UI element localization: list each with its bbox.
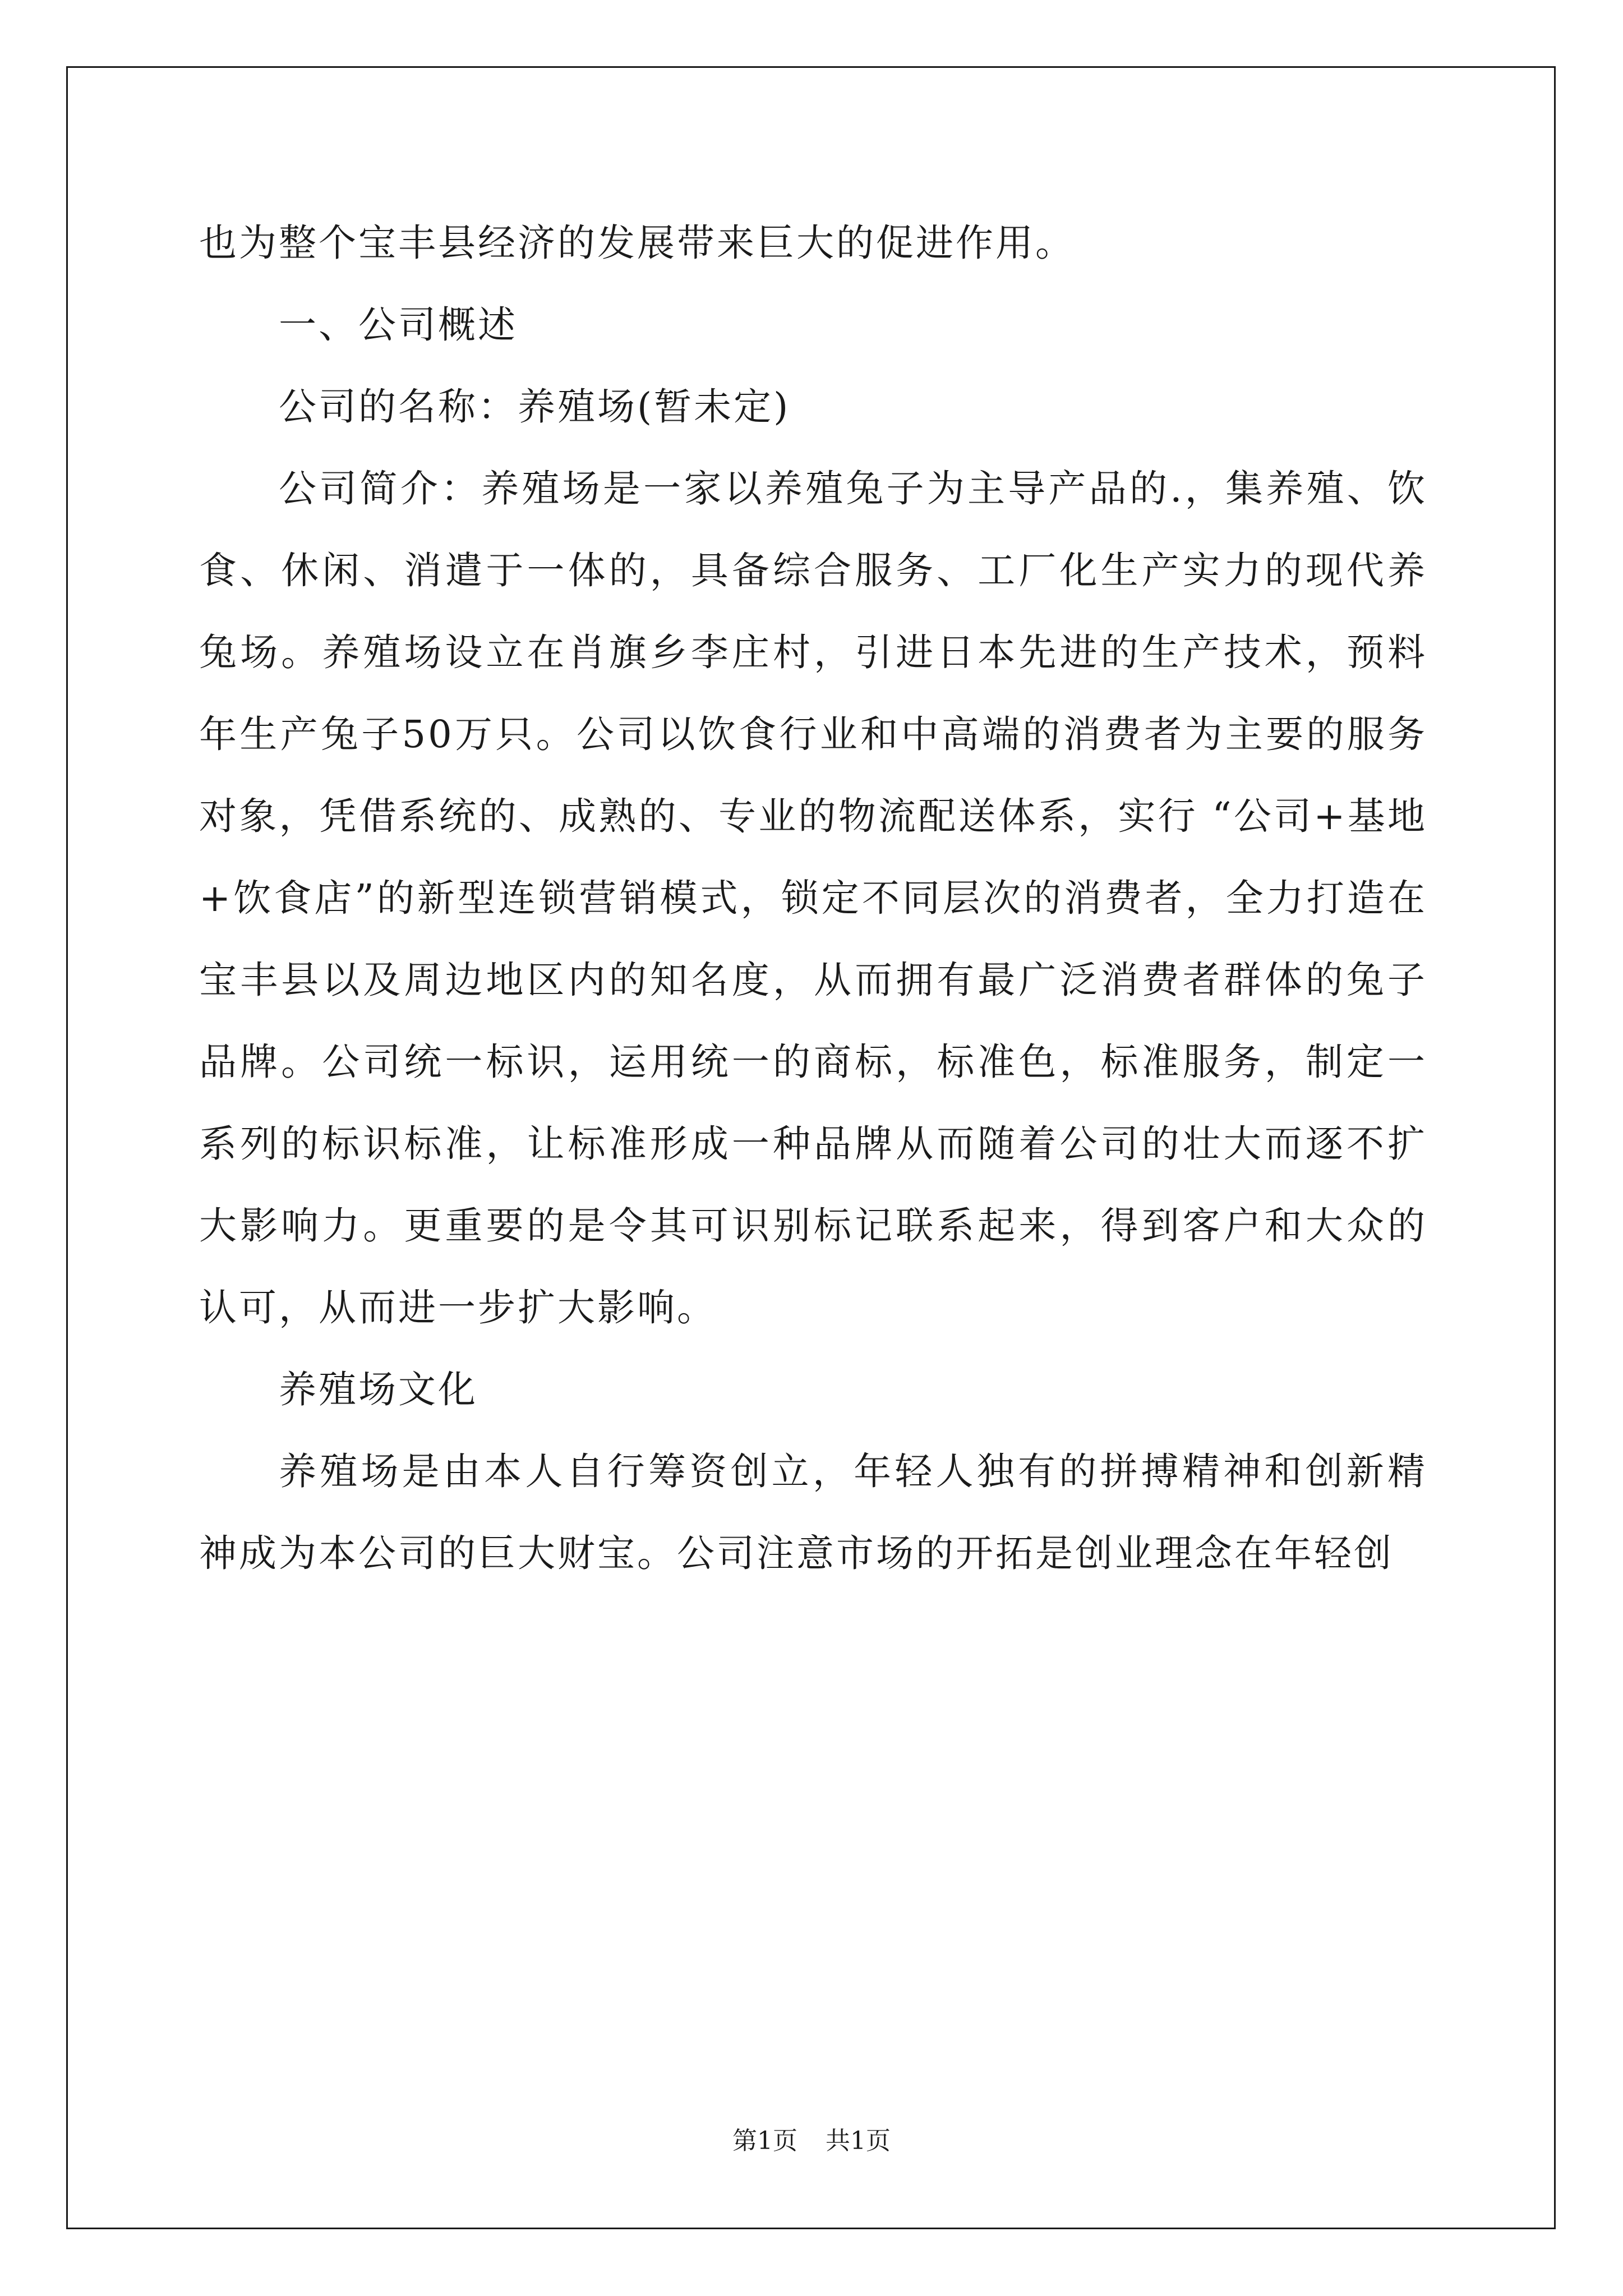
document-body — [199, 202, 1427, 1594]
company-intro-paragraph: 公司简介：养殖场是一家以养殖兔子为主导产品的.，集养殖、饮食、休闲、消遣于一体的，具备综合服务、工厂化生产实力的现代养兔场。养殖场设立在肖旗乡李庄村，引进日本先进的生产技术，预料年生产兔子50万只。公司以饮食行业和中高端的消费者为主要的服务对象，凭借系统的、成熟的、专业的物流配送体系，实行 “公司+基地+饮食店”的新型连锁营销模式，锁定不同层次的消费者，全力打造在宝丰县以及周边地区内的知名度，从而拥有最广泛消费者群体的兔子品牌。公司统一标识，运用统一的商标，标准色，标准服务，制定一系列的标识标准，让标准形成一种品牌从而随着公司的壮大而逐不扩大影响力。更重要的是令其可识别标记联系起来，得到客户和大众的认可，从而进一步扩大影响。 — [199, 467, 1427, 1329]
farm-culture-paragraph: 养殖场是由本人自行筹资创立，年轻人独有的拼搏精神和创新精神成为本公司的巨大财宝。公司注意市场的开拓是创业理念在年轻创 — [199, 1450, 1427, 1575]
section-heading-company-overview: 一、公司概述 — [279, 303, 518, 347]
paragraph-1: 也为整个宝丰县经济的发展带来巨大的促进作用。 — [199, 221, 1075, 265]
company-name-line: 公司的名称：养殖场(暂未定) — [279, 385, 791, 429]
page-total: 共1页 — [826, 2127, 891, 2155]
page-footer — [0, 2120, 1623, 2156]
section-heading-farm-culture: 养殖场文化 — [279, 1368, 478, 1411]
page-number: 第1页 — [732, 2127, 797, 2155]
